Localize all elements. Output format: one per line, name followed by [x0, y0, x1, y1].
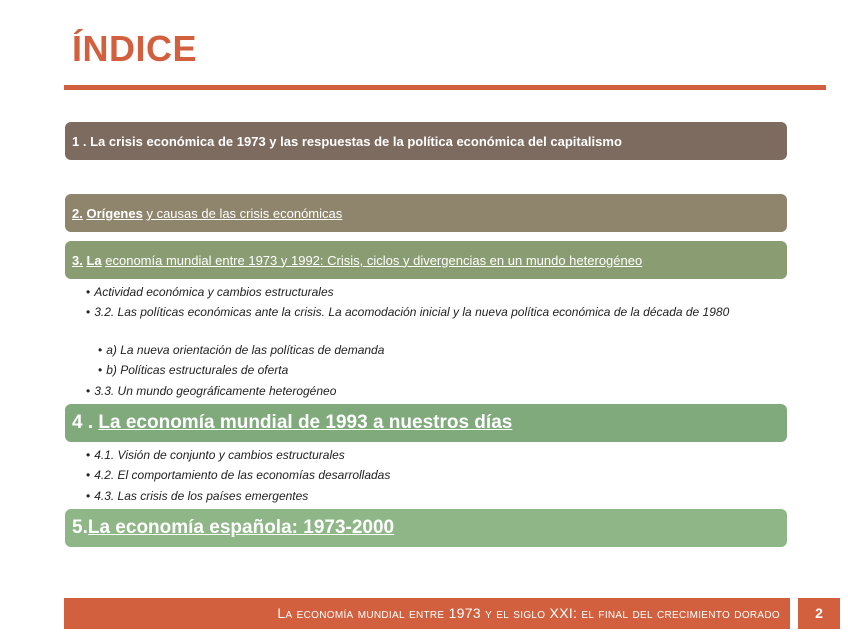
section-2-heading[interactable]: Orígenes: [86, 205, 143, 221]
section-2-bar[interactable]: [65, 194, 787, 232]
list-item: • 4.2. El comportamiento de las economías desarrolladas: [86, 468, 391, 482]
section-4-number: 4 .: [72, 412, 94, 433]
section-3-heading[interactable]: La: [86, 252, 102, 268]
list-item: • 4.1. Visión de conjunto y cambios estructurales: [86, 448, 345, 462]
title-divider: [64, 85, 826, 90]
section-5-number: 5.: [72, 517, 88, 538]
section-2-title[interactable]: y causas de las crisis económicas: [146, 205, 343, 221]
footer-title: La economía mundial entre 1973 y el siglo XXI: el final del crecimiento dorado: [64, 598, 790, 629]
section-4-bar[interactable]: [65, 404, 787, 442]
section-2-number[interactable]: 2.: [72, 205, 83, 221]
page-number: 2: [798, 598, 840, 629]
section-1-bar: [65, 122, 787, 160]
section-4-title[interactable]: La economía mundial de 1993 a nuestros días: [98, 412, 513, 433]
list-item: • b) Políticas estructurales de oferta: [98, 363, 289, 377]
section-3-title[interactable]: economía mundial entre 1973 y 1992: Crisis, ciclos y divergencias en un mundo heterogéneo: [105, 252, 643, 268]
list-item: • Actividad económica y cambios estructurales: [86, 285, 334, 299]
section-5-title[interactable]: La economía española: 1973-2000: [87, 517, 395, 538]
list-item: • 3.3. Un mundo geográficamente heterogéneo: [86, 384, 337, 398]
section-1-title: La crisis económica de 1973 y las respuestas de la política económica del capitalismo: [90, 133, 622, 149]
list-item: • 3.2. Las políticas económicas ante la crisis. La acomodación inicial y la nueva política económica de la década de 1980: [86, 305, 730, 319]
section-3-bar[interactable]: [65, 241, 787, 279]
section-3-number[interactable]: 3.: [72, 252, 83, 268]
list-item: • a) La nueva orientación de las políticas de demanda: [98, 343, 385, 357]
page-title: ÍNDICE: [72, 28, 198, 69]
section-5-bar[interactable]: [65, 509, 787, 547]
list-item: • 4.3. Las crisis de los países emergentes: [86, 489, 309, 503]
section-1-number: 1 .: [72, 133, 87, 149]
